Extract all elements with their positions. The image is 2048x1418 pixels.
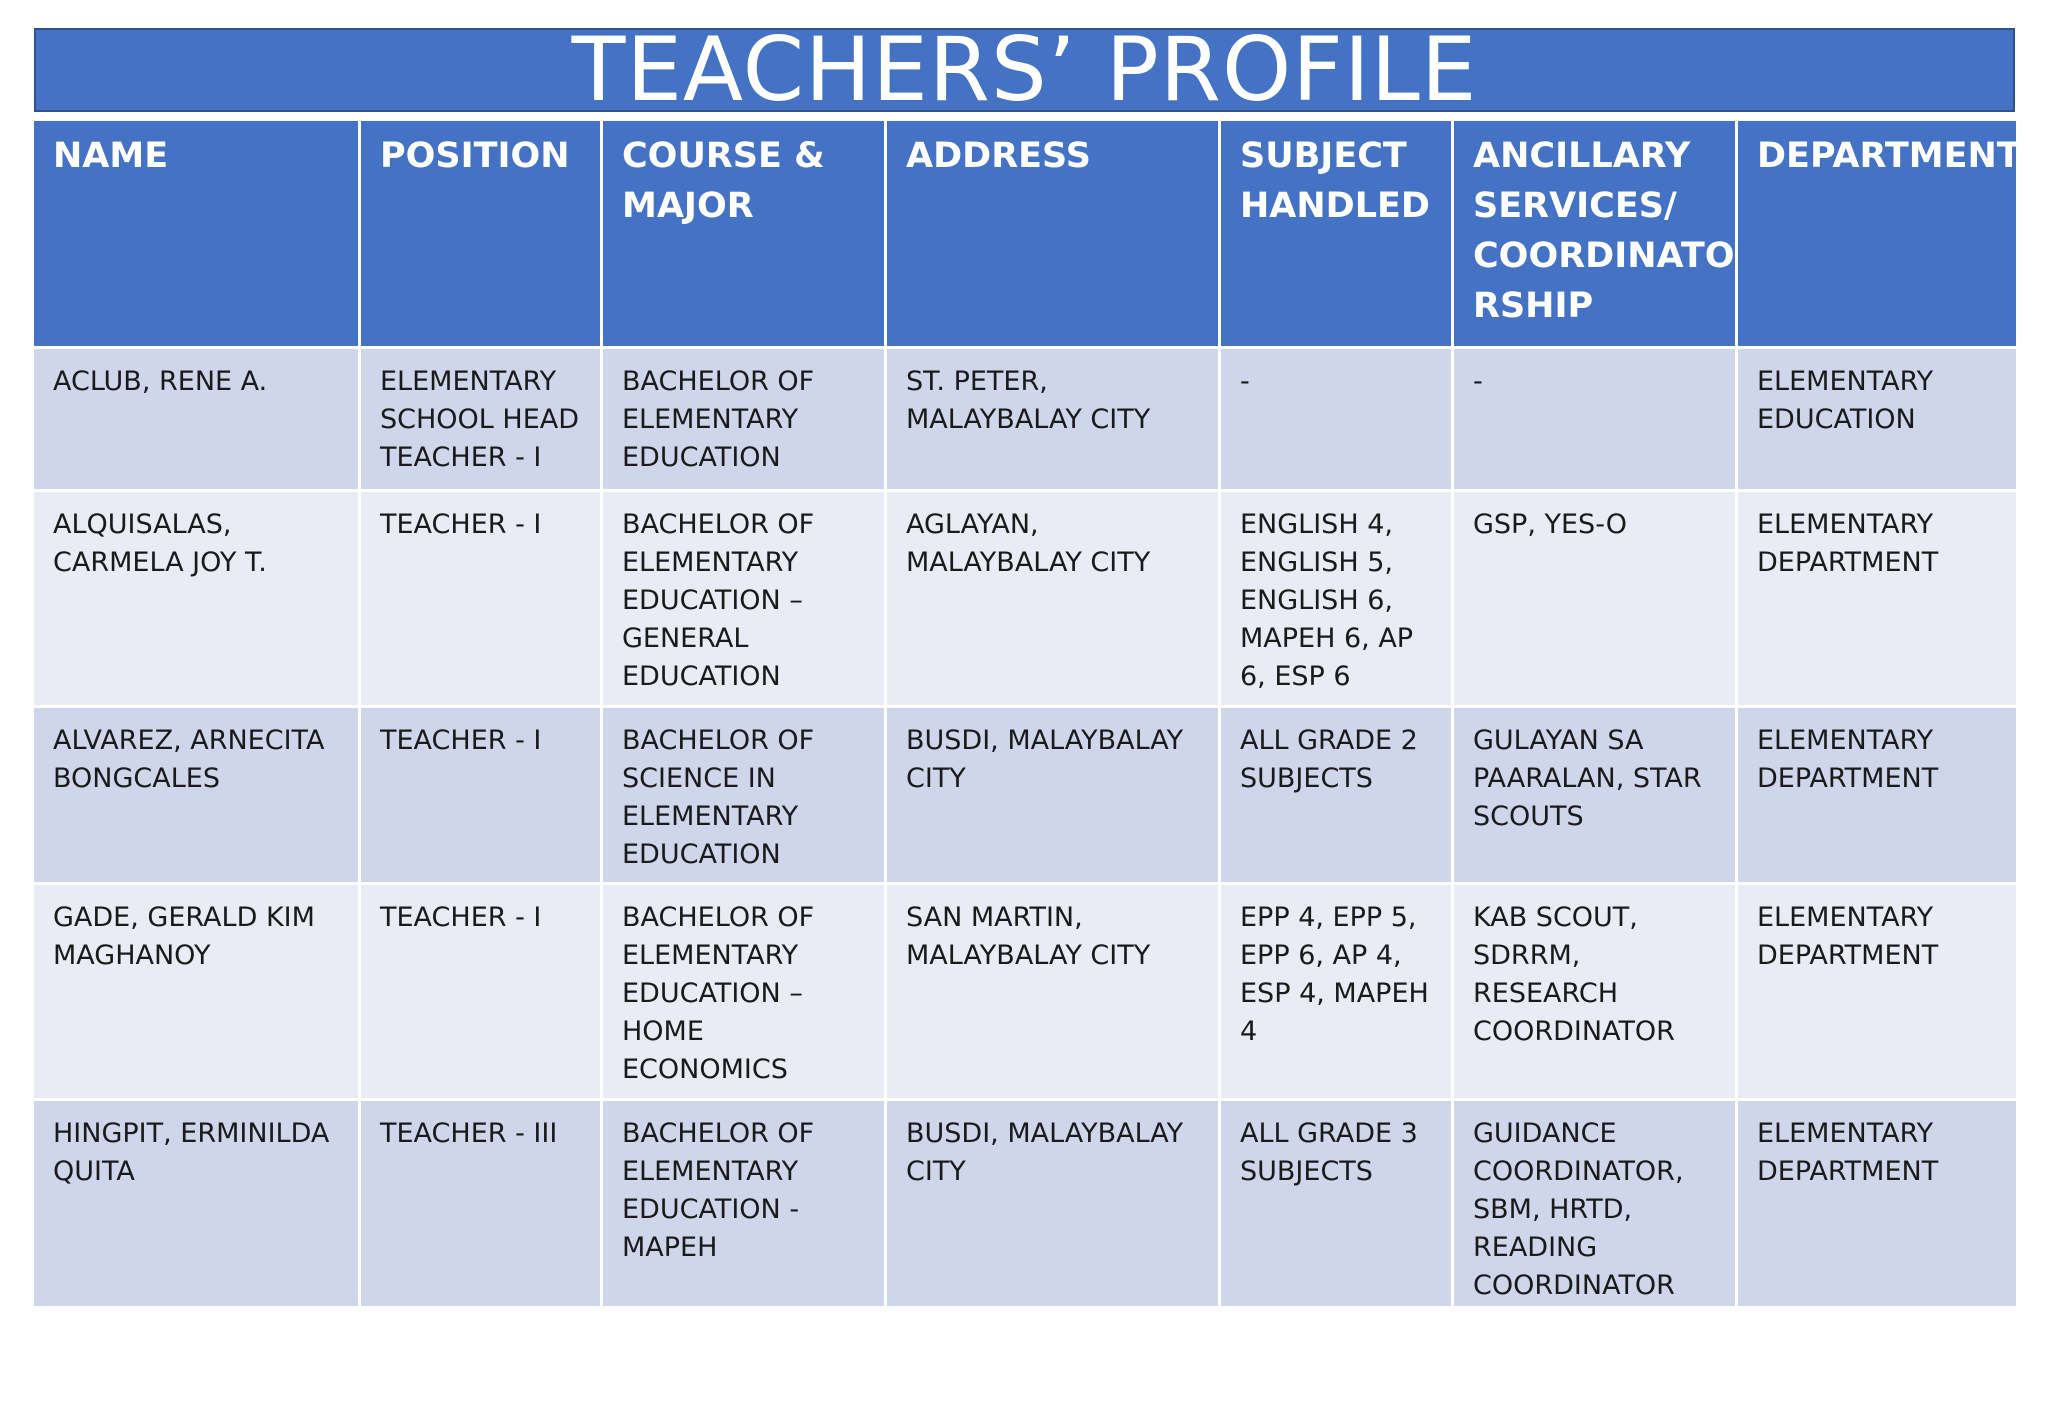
table-row	[34, 349, 2016, 492]
cell-name: GADE, GERALD KIM MAGHANOY	[34, 885, 361, 1101]
cell-position: ELEMENTARY SCHOOL HEAD TEACHER - I	[361, 349, 603, 492]
cell-position: TEACHER - I	[361, 885, 603, 1101]
cell-ancillary: GULAYAN SA PAARALAN, STAR SCOUTS	[1454, 708, 1738, 885]
cell-department: ELEMENTARY DEPARTMENT	[1738, 708, 2016, 885]
cell-course: BACHELOR OF ELEMENTARY EDUCATION - MAPEH	[603, 1101, 887, 1309]
cell-subject: ALL GRADE 2 SUBJECTS	[1221, 708, 1454, 885]
cell-name: ALQUISALAS, CARMELA JOY T.	[34, 492, 361, 708]
cell-ancillary: GUIDANCE COORDINATOR, SBM, HRTD, READING COORDINATOR	[1454, 1101, 1738, 1309]
header-course-major: COURSE & MAJOR	[603, 121, 887, 349]
header-ancillary-services: ANCILLARY SERVICES/ COORDINATO RSHIP	[1454, 121, 1738, 349]
cell-subject: -	[1221, 349, 1454, 492]
cell-address: AGLAYAN, MALAYBALAY CITY	[887, 492, 1221, 708]
header-row	[34, 121, 2016, 349]
header-position: POSITION	[361, 121, 603, 349]
cell-department: ELEMENTARY DEPARTMENT	[1738, 492, 2016, 708]
cell-name: HINGPIT, ERMINILDA QUITA	[34, 1101, 361, 1309]
table-row	[34, 1101, 2016, 1309]
teachers-profile-table	[34, 121, 2021, 1309]
header-department: DEPARTMENT	[1738, 121, 2016, 349]
header-address: ADDRESS	[887, 121, 1221, 349]
table-row	[34, 708, 2016, 885]
header-name: NAME	[34, 121, 361, 349]
cell-address: BUSDI, MALAYBALAY CITY	[887, 1101, 1221, 1309]
cell-department: ELEMENTARY DEPARTMENT	[1738, 1101, 2016, 1309]
cell-position: TEACHER - III	[361, 1101, 603, 1309]
header-subject-handled: SUBJECT HANDLED	[1221, 121, 1454, 349]
cell-ancillary: GSP, YES-O	[1454, 492, 1738, 708]
cell-position: TEACHER - I	[361, 708, 603, 885]
cell-ancillary: -	[1454, 349, 1738, 492]
cell-address: ST. PETER, MALAYBALAY CITY	[887, 349, 1221, 492]
cell-subject: ALL GRADE 3 SUBJECTS	[1221, 1101, 1454, 1309]
cell-course: BACHELOR OF ELEMENTARY EDUCATION	[603, 349, 887, 492]
table-row	[34, 492, 2016, 708]
cell-address: SAN MARTIN, MALAYBALAY CITY	[887, 885, 1221, 1101]
cell-name: ACLUB, RENE A.	[34, 349, 361, 492]
cell-name: ALVAREZ, ARNECITA BONGCALES	[34, 708, 361, 885]
cell-course: BACHELOR OF ELEMENTARY EDUCATION – HOME ECONOMICS	[603, 885, 887, 1101]
cell-subject: EPP 4, EPP 5, EPP 6, AP 4, ESP 4, MAPEH 4	[1221, 885, 1454, 1101]
cell-address: BUSDI, MALAYBALAY CITY	[887, 708, 1221, 885]
cell-position: TEACHER - I	[361, 492, 603, 708]
page-title: TEACHERS’ PROFILE	[571, 18, 1478, 121]
cell-ancillary: KAB SCOUT, SDRRM, RESEARCH COORDINATOR	[1454, 885, 1738, 1101]
cell-department: ELEMENTARY EDUCATION	[1738, 349, 2016, 492]
cell-course: BACHELOR OF ELEMENTARY EDUCATION – GENERAL EDUCATION	[603, 492, 887, 708]
cell-department: ELEMENTARY DEPARTMENT	[1738, 885, 2016, 1101]
table-row	[34, 885, 2016, 1101]
title-bar	[34, 18, 2015, 121]
cell-course: BACHELOR OF SCIENCE IN ELEMENTARY EDUCATION	[603, 708, 887, 885]
cell-subject: ENGLISH 4, ENGLISH 5, ENGLISH 6, MAPEH 6, AP 6, ESP 6	[1221, 492, 1454, 708]
